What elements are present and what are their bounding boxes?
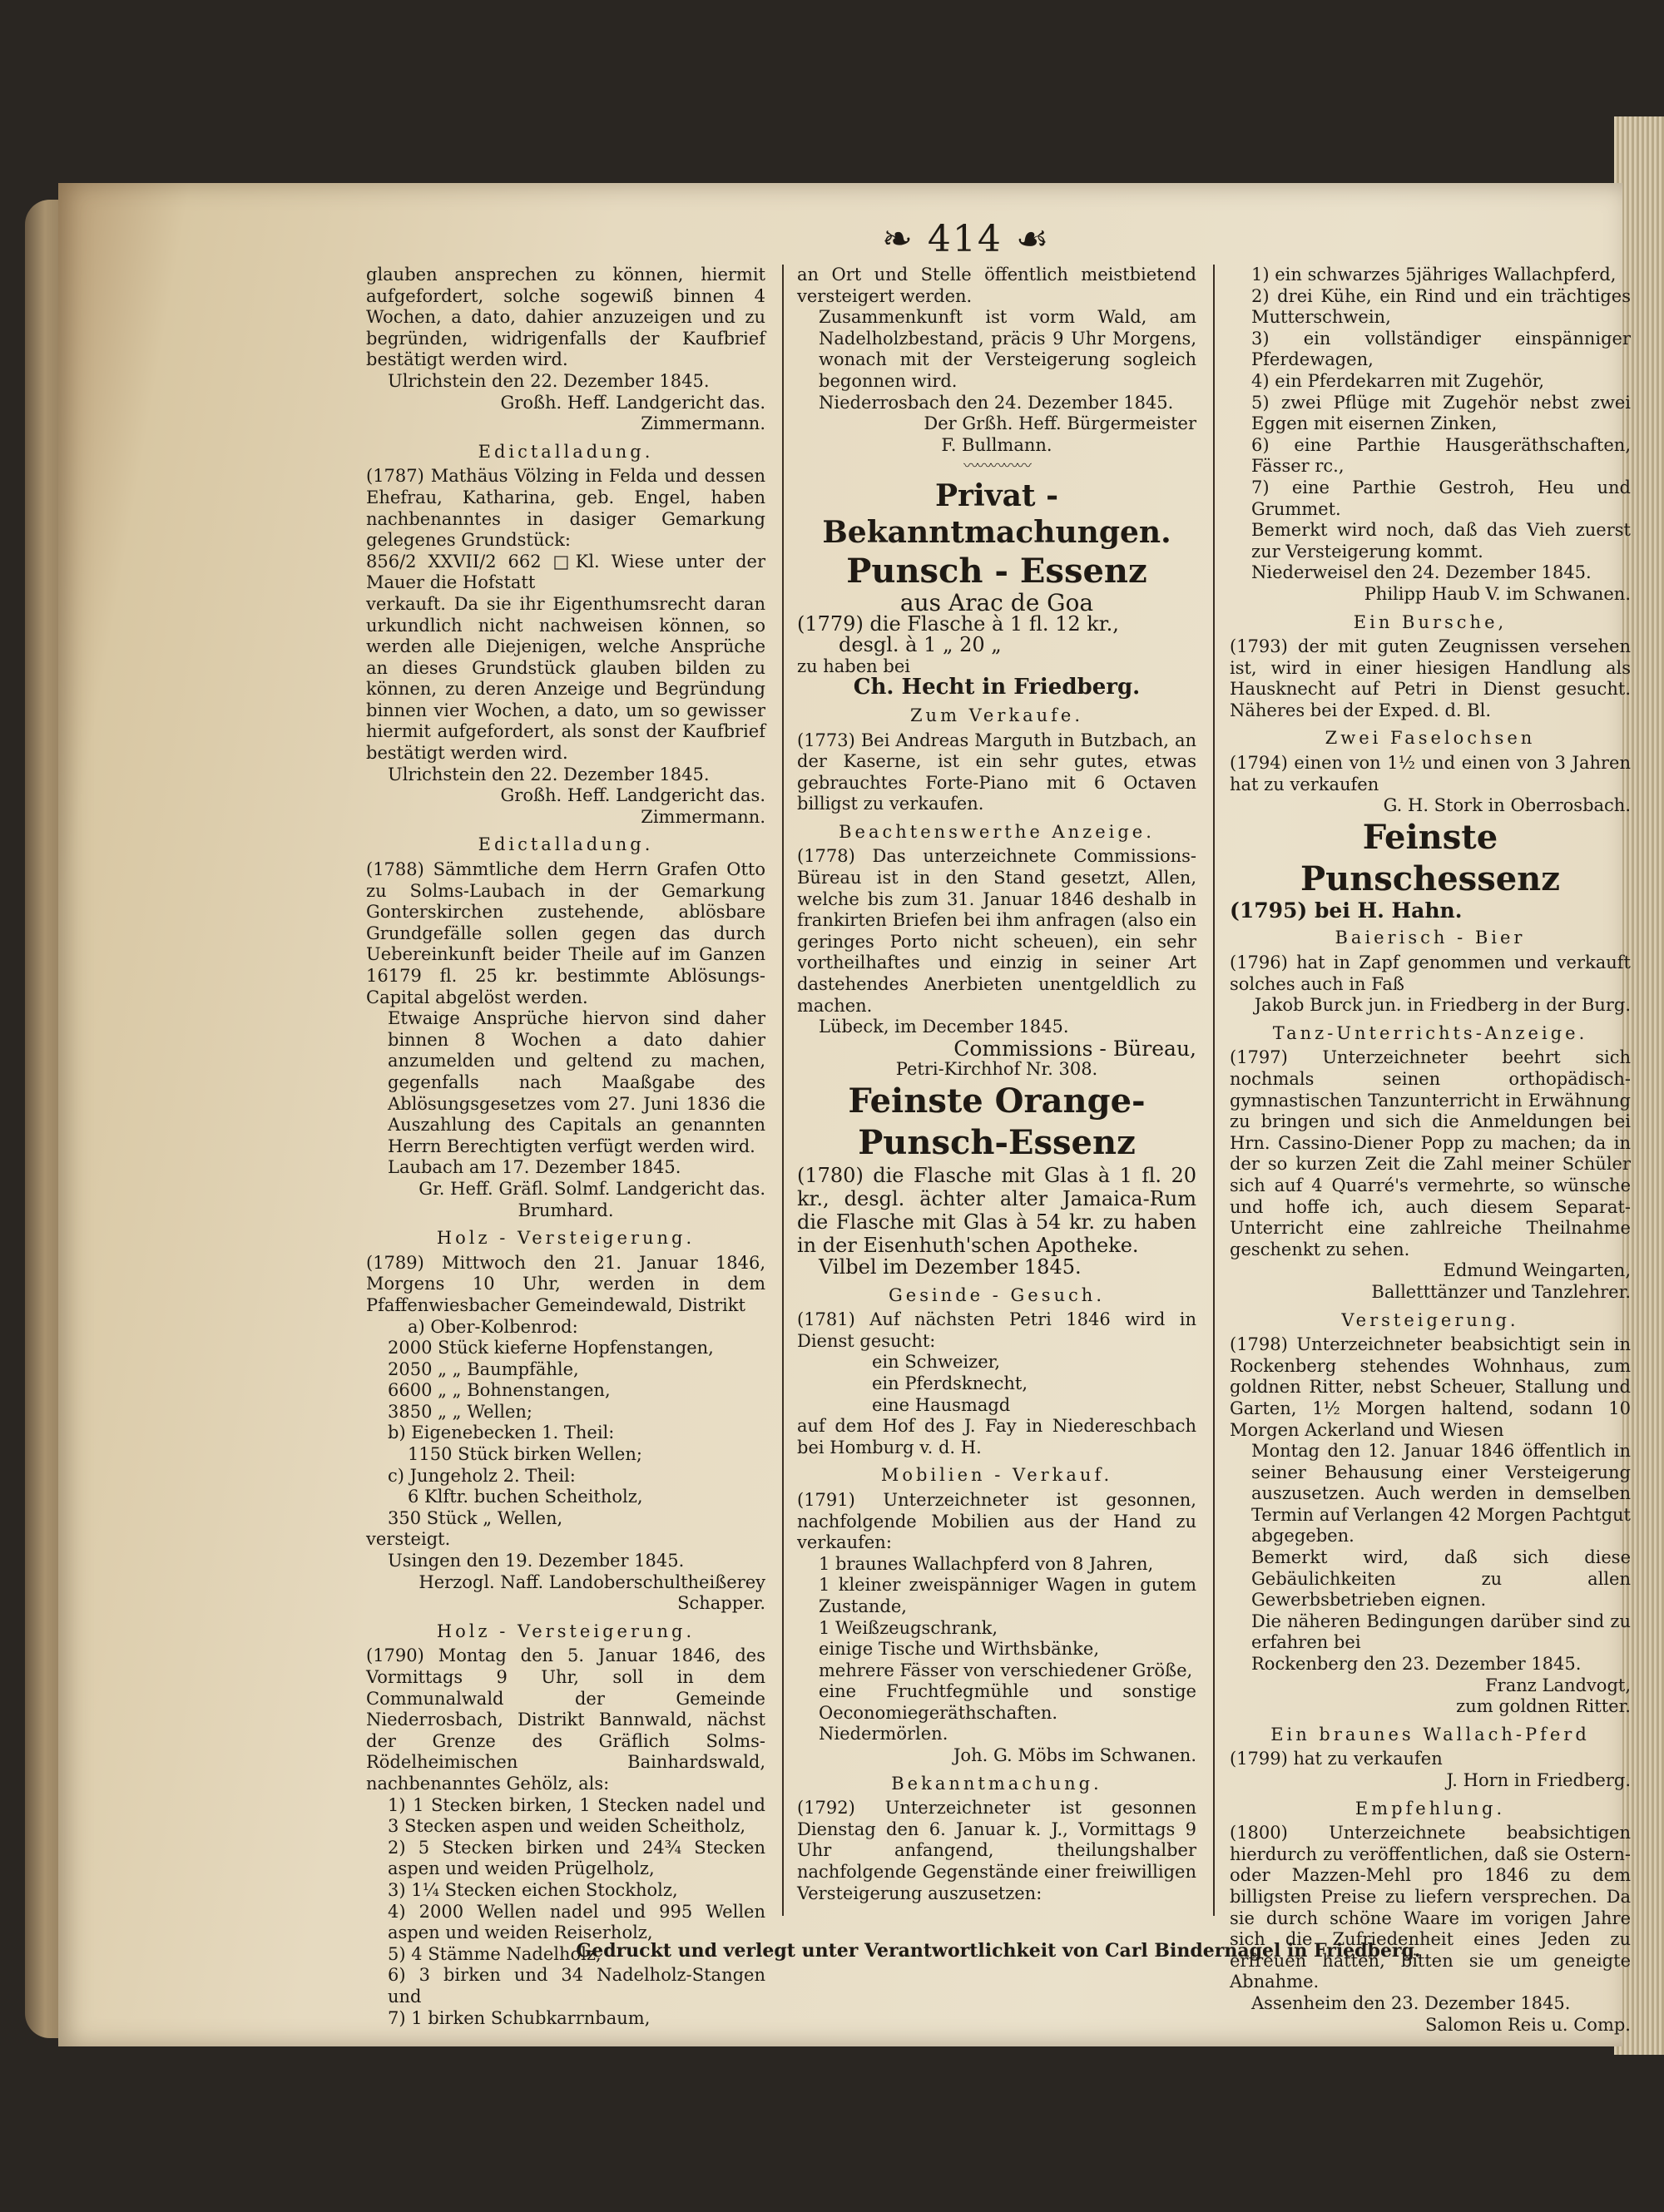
section-heading: Ein Bursche, <box>1353 611 1508 632</box>
list-item: 3850 „ „ Wellen; <box>388 1401 532 1422</box>
ad-title: Punsch - Essenz <box>846 551 1147 591</box>
text: auf dem Hof des J. Fay in Niedereschbach bei Homburg v. d. H. <box>797 1416 1196 1457</box>
column-divider-1 <box>782 265 784 1916</box>
text: Montag den 12. Januar 1846 öffentlich in seiner Behausung einer Versteigerung auszusetzen. Auch werden in demselben Termin auf Verlangen 42 Morgen Pachtgut abgegeben. <box>1251 1441 1631 1546</box>
section-heading: Holz - Versteigerung. <box>436 1228 696 1249</box>
notice-1792: (1792) Unterzeichneter ist gesonnen Dienstag den 6. Januar k. J., Vormittags 9 Uhr anfangend, theilungshalber nachfolgende Gegenstände einer freiwilligen Versteigerung auszusetzen: <box>797 1798 1196 1903</box>
signature: Franz Landvogt, <box>1485 1675 1631 1695</box>
notice-1794: (1794) einen von 1½ und einen von 3 Jahren hat zu verkaufen <box>1230 753 1631 794</box>
list-item: 1 kleiner zweispänniger Wagen in gutem Zustande, <box>819 1575 1196 1616</box>
section-heading: Mobilien - Verkauf. <box>880 1465 1113 1486</box>
list-item: b) Eigenebecken 1. Theil: <box>388 1423 615 1443</box>
dateline: Niederweisel den 24. Dezember 1845. <box>1251 562 1592 583</box>
notice-1798: (1798) Unterzeichneter beabsichtigt sein in Rockenberg stehendes Wohnhaus, zum goldnen Ritter, nebst Scheuer, Stallung und Garten, 1½ Morgen haltend, sodann 10 Morgen Ackerland und Wiesen <box>1230 1334 1631 1440</box>
list-item: 6600 „ „ Bohnenstangen, <box>388 1380 611 1401</box>
ad-price: (1779) die Flasche à 1 fl. 12 kr., <box>797 611 1119 636</box>
dateline: Niederrosbach den 24. Dezember 1845. <box>819 392 1174 413</box>
notice-1780: (1780) die Flasche mit Glas à 1 fl. 20 kr., desgl. ächter alter Jamaica-Rum die Flasche mit Glas à 54 kr. zu haben in der Eisenhuth'schen Apotheke. <box>797 1164 1196 1257</box>
notice-1797: (1797) Unterzeichneter beehrt sich nochmals seinen orthopädisch-gymnastischen Tanzunterricht in Erwähnung zu bringen und sich die Anmeldungen bei Hrn. Cassino-Diener Popp zu machen; da in der so kurzen Zeit die Zahl meiner Schüler sich auf 4 Quarré's vermehrte, so wünsche und hoffe ich, auch diesem Separat-Unterricht eine zahlreiche Theilnahme geschenkt zu sehen. <box>1230 1047 1631 1259</box>
ornament-left-icon: ❧ <box>882 218 928 260</box>
list-item: 1) 1 Stecken birken, 1 Stecken nadel und 3 Stecken aspen und weiden Scheitholz, <box>388 1794 765 1837</box>
text: Bemerkt wird noch, daß das Vieh zuerst zur Versteigerung kommt. <box>1251 520 1631 562</box>
signature: Salomon Reis u. Comp. <box>1424 2014 1631 2035</box>
column-1 <box>366 265 765 2029</box>
dateline: Ulrichstein den 22. Dezember 1845. <box>388 370 710 391</box>
parcel-line: 856/2 XXVII/2 662 □Kl. Wiese unter der Mauer die Hofstatt <box>366 551 765 593</box>
column-2 <box>797 265 1196 1904</box>
section-heading: Zwei Faselochsen <box>1325 728 1536 749</box>
list-item: 350 Stück „ Wellen, <box>388 1507 563 1528</box>
list-item: 1 Weißzeugschrank, <box>819 1617 998 1638</box>
authority: Herzogl. Naff. Landoberschultheißerey <box>418 1571 765 1592</box>
ad-vendor: Ch. Hecht in Friedberg. <box>853 675 1141 700</box>
list-item: 6) eine Parthie Hausgeräthschaften, Fässer rc., <box>1251 434 1631 477</box>
authority: Gr. Heff. Gräfl. Solmf. Landgericht das. <box>418 1178 765 1199</box>
ad-subtitle: aus Arac de Goa <box>899 588 1094 616</box>
list-item: 3) ein vollständiger einspänniger Pferdewagen, <box>1251 328 1631 370</box>
dateline: Lübeck, im December 1845. <box>819 1017 1069 1037</box>
signature-title: zum goldnen Ritter. <box>1456 1696 1631 1717</box>
list-item: 7) 1 birken Schubkarrnbaum, <box>388 2007 651 2028</box>
signature: Philipp Haub V. im Schwanen. <box>1364 583 1631 604</box>
signature: F. Bullmann. <box>941 434 1052 455</box>
list-item: 6) 3 birken und 34 Nadelholz-Stangen und <box>388 1965 765 2007</box>
ad-price: desgl. à 1 „ 20 „ <box>839 633 1002 657</box>
signature: Edmund Weingarten, <box>1443 1260 1631 1281</box>
notice-1787: (1787) Mathäus Völzing in Felda und dessen Ehefrau, Katharina, geb. Engel, haben nachbenanntes in dasiger Gemarkung gelegenes Grundstück: <box>366 466 765 551</box>
list-item: einige Tische und Wirthsbänke, <box>819 1639 1100 1660</box>
text: Zusammenkunft ist vorm Wald, am Nadelholzbestand, präcis 9 Uhr Morgens, wonach mit der Versteigerung sogleich begonnen wird. <box>819 307 1196 391</box>
text: zu haben bei <box>797 656 910 676</box>
signature: Joh. G. Möbs im Schwanen. <box>953 1745 1196 1766</box>
notice-1778: (1778) Das unterzeichnete Commissions-Büreau ist in den Stand gesetzt, Allen, welche bis zum 31. Januar 1846 deshalb in frankirten Briefen bei ihm anfragen (also ein geringes Porto nicht scheuen), ein sehr vortheilhaftes und einzig in seiner Art dastehendes Anerbieten unentgeldlich zu machen. <box>797 846 1196 1016</box>
squiggle-divider-icon: 〰〰〰〰〰 <box>963 458 1030 476</box>
list-item: 1) ein schwarzes 5jähriges Wallachpferd, <box>1251 265 1617 285</box>
text: Etwaige Ansprüche hiervon sind daher binnen 8 Wochen a dato dahier anzumelden und geltend zu machen, gegenfalls nach Maaßgabe des Ablösungsgesetzes vom 27. Juni 1836 die Auszahlung des Capitals an genannten Herrn Berechtigten verfügt werden wird. <box>388 1008 765 1156</box>
list-item: 4) ein Pferdekarren mit Zugehör, <box>1251 370 1545 391</box>
text: versteigt. <box>366 1529 451 1550</box>
signature-title: Balletttänzer und Tanzlehrer. <box>1371 1281 1631 1302</box>
dateline: Niedermörlen. <box>819 1724 948 1744</box>
list-item: 6 Klftr. buchen Scheitholz, <box>408 1487 643 1507</box>
list-item: eine Fruchtfegmühle und sonstige Oeconomiegeräthschaften. <box>819 1681 1196 1723</box>
list-item: 5) 4 Stämme Nadelholz, <box>388 1943 602 1964</box>
dateline: Vilbel im Dezember 1845. <box>819 1255 1082 1279</box>
notice-1781: (1781) Auf nächsten Petri 1846 wird in Dienst gesucht: <box>797 1309 1196 1351</box>
section-heading: Edictalladung. <box>478 834 654 855</box>
ad-title: Feinste Orange-Punsch-Essenz <box>848 1081 1146 1162</box>
signature: Commissions - Büreau, <box>953 1036 1196 1061</box>
section-heading: Versteigerung. <box>1341 1309 1519 1330</box>
list-item: ein Pferdsknecht, <box>872 1373 1028 1393</box>
list-item: 2000 Stück kieferne Hopfenstangen, <box>388 1338 714 1358</box>
section-heading: Zum Verkaufe. <box>909 705 1084 725</box>
list-item: 3) 1¼ Stecken eichen Stockholz, <box>388 1879 678 1900</box>
page-number: ❧ 414 ☙ <box>882 218 1051 260</box>
dateline: Rockenberg den 23. Dezember 1845. <box>1251 1654 1582 1675</box>
section-heading: Holz - Versteigerung. <box>436 1621 696 1641</box>
authority: Großh. Heff. Landgericht das. <box>500 785 765 806</box>
authority: Großh. Heff. Landgericht das. <box>500 392 765 413</box>
list-item: 7) eine Parthie Gestroh, Heu und Grummet. <box>1251 477 1631 519</box>
list-item: a) Ober-Kolbenrod: <box>408 1316 578 1337</box>
section-title: Privat - Bekanntmachungen. <box>822 478 1171 550</box>
notice-1796: (1796) hat in Zapf genommen und verkauft solches auch in Faß <box>1230 953 1631 994</box>
list-item: 4) 2000 Wellen nadel und 995 Wellen aspen und weiden Reiserholz, <box>388 1901 765 1943</box>
notice-1800: (1800) Unterzeichnete beabsichtigen hierdurch zu veröffentlichen, daß sie Ostern- oder Mazzen-Mehl pro 1846 zu dem billigsten Preise zu liefern versprechen. Da sie durch schöne Waare im vorigen Jahre sich die Zufriedenheit eines Jeden zu erfreuen hatten, bitten sie um geneigte Abnahme. <box>1230 1823 1631 1992</box>
signature: J. Horn in Friedberg. <box>1446 1770 1631 1790</box>
signature: Zimmermann. <box>641 806 765 827</box>
column-3 <box>1230 265 1631 2036</box>
ad-title: Feinste Punschessenz <box>1300 817 1560 898</box>
section-heading: Baierisch - Bier <box>1335 928 1526 948</box>
dateline: Laubach am 17. Dezember 1845. <box>388 1157 681 1178</box>
notice-1791: (1791) Unterzeichneter ist gesonnen, nachfolgende Mobilien aus der Hand zu verkaufen: <box>797 1489 1196 1553</box>
section-heading: Beachtenswerthe Anzeige. <box>839 821 1155 842</box>
signature: Zimmermann. <box>641 413 765 434</box>
list-item: c) Jungeholz 2. Theil: <box>388 1465 576 1486</box>
dateline: Ulrichstein den 22. Dezember 1845. <box>388 764 710 784</box>
notice-1789: (1789) Mittwoch den 21. Januar 1846, Morgens 10 Uhr, werden in dem Pfaffenwiesbacher Gemeindewald, Distrikt <box>366 1252 765 1315</box>
list-item: 5) zwei Pflüge mit Zugehör nebst zwei Eggen mit eisernen Zinken, <box>1251 392 1631 434</box>
dateline: Assenheim den 23. Dezember 1845. <box>1251 1992 1571 2013</box>
signature: G. H. Stork in Oberrosbach. <box>1383 795 1631 816</box>
section-heading: Ein braunes Wallach-Pferd <box>1270 1724 1590 1744</box>
dateline: Usingen den 19. Dezember 1845. <box>388 1551 685 1571</box>
list-item: 1 braunes Wallachpferd von 8 Jahren, <box>819 1553 1154 1574</box>
section-heading: Edictalladung. <box>478 441 654 462</box>
notice-1790: (1790) Montag den 5. Januar 1846, des Vormittags 9 Uhr, soll in dem Communalwald der Gemeinde Niederrosbach, Distrikt Bannwald, nächst der Grenze des Gräflich Solms-Rödelheimischen Bainhardswald, nachbenanntes Gehölz, als: <box>366 1645 765 1794</box>
notice-1793: (1793) der mit guten Zeugnissen versehen ist, wird in einer hiesigen Handlung als Hausknecht auf Petri in Dienst gesucht. Näheres bei der Exped. d. Bl. <box>1230 636 1631 720</box>
notice-1773: (1773) Bei Andreas Marguth in Butzbach, an der Kaserne, ist ein sehr gutes, etwas gebrauchtes Forte-Piano mit 6 Octaven billigst zu verkaufen. <box>797 730 1196 814</box>
section-heading: Tanz-Unterrichts-Anzeige. <box>1272 1022 1588 1043</box>
list-item: eine Hausmagd <box>872 1394 1011 1415</box>
list-item: 2050 „ „ Baumpfähle, <box>388 1358 579 1379</box>
section-heading: Bekanntmachung. <box>891 1773 1102 1794</box>
ornament-right-icon: ☙ <box>1002 218 1051 260</box>
list-item: 2) 5 Stecken birken und 24¾ Stecken aspen und weiden Prügelholz, <box>388 1837 765 1879</box>
signature: Schapper. <box>677 1593 765 1614</box>
column-divider-2 <box>1213 265 1215 1916</box>
text: Bemerkt wird, daß sich diese Gebäulichkeiten zu allen Gewerbsbetrieben eignen. <box>1251 1547 1631 1611</box>
notice-1788: (1788) Sämmtliche dem Herrn Grafen Otto zu Solms-Laubach in der Gemarkung Gonterskirchen zustehende, ablösbare Grundgefälle sollen gegen das durch Uebereinkunft beider Theile auf im Ganzen 16179 fl. 25 kr. bestimmte Ablösungs-Capital abgelöst werden. <box>366 859 765 1007</box>
text: verkauft. Da sie ihr Eigenthumsrecht daran urkundlich nicht nachweisen können, so werden alle Diejenigen, welche Ansprüche an dieses Grundstück glauben bilden zu können, zu deren Anzeige und Begründung binnen vier Wochen, a dato, um so gewisser hiermit aufgefordert, als sonst der Kaufbrief bestätigt werden wird. <box>366 593 765 764</box>
imprint-footer: Gedruckt und verlegt unter Verantwortlichkeit von Carl Bindernagel in Friedberg. <box>576 1940 1421 1962</box>
authority: Der Grßh. Heff. Bürgermeister <box>924 413 1196 434</box>
text: glauben ansprechen zu können, hiermit aufgefordert, solche sogewiß binnen 4 Wochen, a dato, dahier anzuzeigen und zu begründen, widrigenfalls der Kaufbrief bestätigt werden wird. <box>366 265 765 370</box>
text: Die näheren Bedingungen darüber sind zu erfahren bei <box>1251 1611 1631 1653</box>
list-item: ein Schweizer, <box>872 1352 1001 1373</box>
list-item: mehrere Fässer von verschiedener Größe, <box>819 1660 1193 1680</box>
signature: Jakob Burck jun. in Friedberg in der Burg. <box>1254 995 1631 1016</box>
section-heading: Empfehlung. <box>1354 1798 1506 1819</box>
text: an Ort und Stelle öffentlich meistbietend versteigert werden. <box>797 265 1196 306</box>
list-item: 2) drei Kühe, ein Rind und ein trächtiges Mutterschwein, <box>1251 285 1631 328</box>
notice-1799: (1799) hat zu verkaufen <box>1230 1749 1443 1769</box>
signature: Brumhard. <box>518 1200 614 1220</box>
notice-1795: (1795) bei H. Hahn. <box>1230 898 1463 923</box>
section-heading: Gesinde - Gesuch. <box>888 1284 1105 1305</box>
list-item: 1150 Stück birken Wellen; <box>408 1444 642 1465</box>
address: Petri-Kirchhof Nr. 308. <box>895 1059 1098 1080</box>
